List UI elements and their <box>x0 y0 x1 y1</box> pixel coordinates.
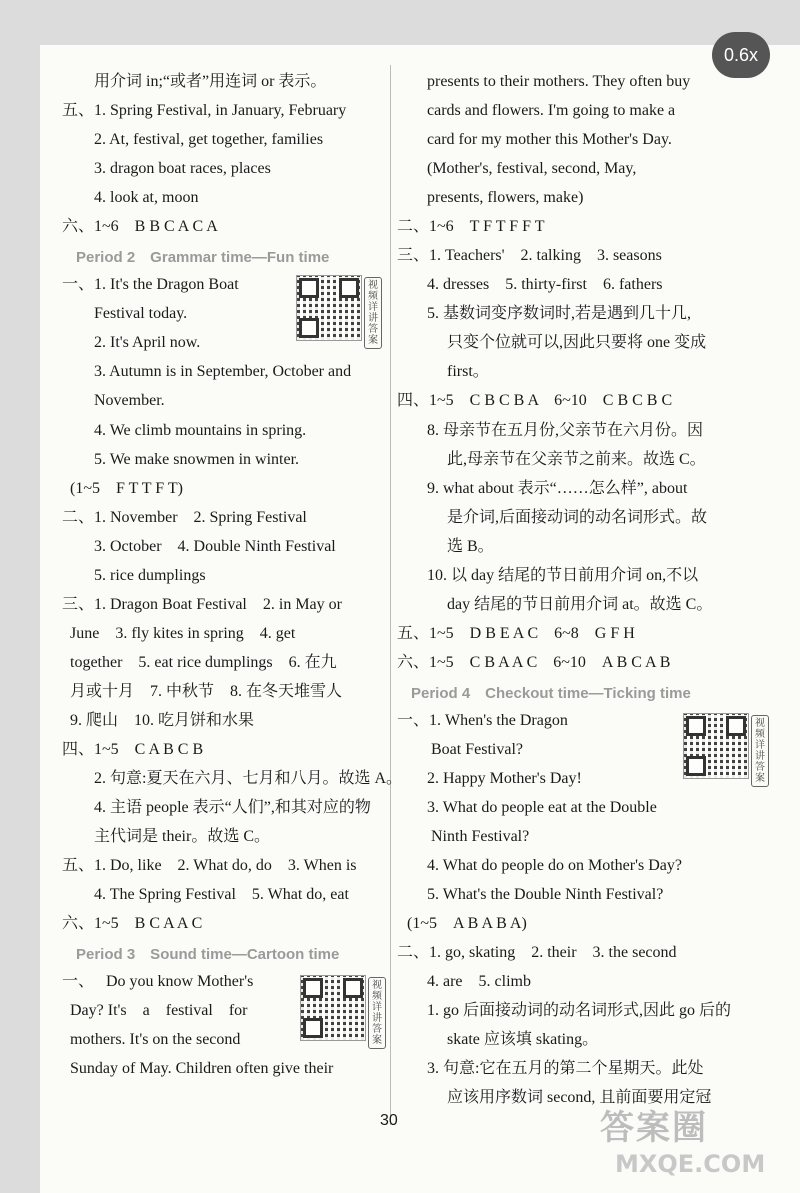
qr-label: 视频详讲答案 <box>751 715 769 787</box>
text-line: cards and flowers. I'm going to make a <box>427 102 676 119</box>
text-line: 4. look at, moon <box>94 189 199 206</box>
text-line: 四、1~5 C A B C B <box>62 741 204 758</box>
text-line: 3. What do people eat at the Double <box>427 799 657 816</box>
playback-speed-button[interactable]: 0.6x <box>712 32 770 78</box>
text-line: 4. are 5. climb <box>427 973 531 990</box>
text-line: 5. What's the Double Ninth Festival? <box>427 886 664 903</box>
text-line: 二、1. November 2. Spring Festival <box>62 509 307 526</box>
text-line: 五、1~5 D B E A C 6~8 G F H <box>397 625 635 642</box>
text-line: 3. Autumn is in September, October and <box>94 363 352 380</box>
text-line: 9. 爬山 10. 吃月饼和水果 <box>70 712 255 729</box>
text-line: mothers. It's on the second <box>70 1031 241 1048</box>
column-divider <box>390 65 391 1125</box>
text-line: 应该用序数词 second, 且前面要用定冠 <box>447 1089 712 1106</box>
text-line: card for my mother this Mother's Day. <box>427 131 672 148</box>
text-line: 1. go 后面接动词的动名词形式,因此 go 后的 <box>427 1002 732 1019</box>
text-line: November. <box>94 392 165 409</box>
text-line: 是介词,后面接动词的动名词形式。故 <box>447 509 708 526</box>
qr-label: 视频详讲答案 <box>364 277 382 349</box>
page-number: 30 <box>380 1112 398 1129</box>
text-line: 8. 母亲节在五月份,父亲节在六月份。因 <box>427 422 704 439</box>
text-line: Do you know Mother's <box>106 973 254 990</box>
text-line: 六、1~5 C B A A C 6~10 A B C A B <box>397 654 671 671</box>
period-heading: Period 3 Sound time—Cartoon time <box>76 946 340 963</box>
text-line: 六、1~5 B C A A C <box>62 915 203 932</box>
text-line: 4. 主语 people 表示“人们”,和其对应的物 <box>94 799 371 816</box>
text-line: 4. We climb mountains in spring. <box>94 422 307 439</box>
watermark-site: MXQE.COM <box>615 1150 766 1178</box>
text-line: 2. Happy Mother's Day! <box>427 770 582 787</box>
text-line: 四、1~5 C B C B A 6~10 C B C B C <box>397 392 673 409</box>
qr-code-icon[interactable] <box>300 975 366 1041</box>
text-line: 六、1~6 B B C A C A <box>62 218 218 235</box>
text-line: 月或十月 7. 中秋节 8. 在冬天堆雪人 <box>70 683 343 700</box>
text-line: (Mother's, festival, second, May, <box>427 160 637 177</box>
text-line: 5. 基数词变序数词时,若是遇到几十几, <box>427 305 692 322</box>
text-line: 一、1. When's the Dragon <box>397 712 568 729</box>
period-heading: Period 4 Checkout time—Ticking time <box>411 685 691 702</box>
text-line: 只变个位就可以,因此只要将 one 变成 <box>447 334 707 351</box>
text-line: 2. It's April now. <box>94 334 201 351</box>
text-line: 4. dresses 5. thirty-first 6. fathers <box>427 276 663 293</box>
text-line: 此,母亲节在父亲节之前来。故选 C。 <box>447 451 706 468</box>
text-line: 二、1~6 T F T F F T <box>397 218 545 235</box>
text-line: 用介词 in;“或者”用连词 or 表示。 <box>94 73 327 90</box>
text-line: 三、1. Dragon Boat Festival 2. in May or <box>62 596 342 613</box>
text-line: first。 <box>447 363 489 380</box>
text-line: 3. 句意:它在五月的第二个星期天。此处 <box>427 1060 704 1077</box>
text-line: (1~5 F T T F T) <box>70 480 183 497</box>
qr-code-icon[interactable] <box>683 713 749 779</box>
watermark-brand: 答案圈 <box>600 1108 708 1148</box>
period-heading: Period 2 Grammar time—Fun time <box>76 249 330 266</box>
text-line: 五、1. Spring Festival, in January, February <box>62 102 347 119</box>
text-line: 选 B。 <box>447 538 494 555</box>
text-line: 4. What do people do on Mother's Day? <box>427 857 682 874</box>
text-line: together 5. eat rice dumplings 6. 在九 <box>70 654 337 671</box>
text-line: 五、1. Do, like 2. What do, do 3. When is <box>62 857 357 874</box>
qr-code-icon[interactable] <box>296 275 362 341</box>
answer-page <box>40 45 800 1193</box>
text-line: 主代词是 their。故选 C。 <box>94 828 270 845</box>
text-line: (1~5 A B A B A) <box>407 915 527 932</box>
text-line: presents, flowers, make) <box>427 189 584 206</box>
text-line: 3. dragon boat races, places <box>94 160 271 177</box>
text-line: 2. 句意:夏天在六月、七月和八月。故选 A。 <box>94 770 403 787</box>
text-line: presents to their mothers. They often buy <box>427 73 691 90</box>
text-line: Sunday of May. Children often give their <box>70 1060 334 1077</box>
text-line: 2. At, festival, get together, families <box>94 131 324 148</box>
text-line: day 结尾的节日前用介词 at。故选 C。 <box>447 596 713 613</box>
text-line: 4. The Spring Festival 5. What do, eat <box>94 886 349 903</box>
text-line: 9. what about 表示“……怎么样”, about <box>427 480 688 497</box>
text-line: Festival today. <box>94 305 188 322</box>
text-line: 5. rice dumplings <box>94 567 206 584</box>
text-line: 3. October 4. Double Ninth Festival <box>94 538 336 555</box>
text-line: 5. We make snowmen in winter. <box>94 451 300 468</box>
text-line: 二、1. go, skating 2. their 3. the second <box>397 944 677 961</box>
text-line: June 3. fly kites in spring 4. get <box>70 625 296 642</box>
text-line: skate 应该填 skating。 <box>447 1031 599 1048</box>
text-line: 一、 <box>62 973 95 990</box>
text-line: Boat Festival? <box>431 741 523 758</box>
text-line: 一、1. It's the Dragon Boat <box>62 276 239 293</box>
text-line: 10. 以 day 结尾的节日前用介词 on,不以 <box>427 567 699 584</box>
text-line: Day? It's a festival for <box>70 1002 248 1019</box>
text-line: Ninth Festival? <box>431 828 530 845</box>
qr-label: 视频详讲答案 <box>368 977 386 1049</box>
text-line: 三、1. Teachers' 2. talking 3. seasons <box>397 247 662 264</box>
